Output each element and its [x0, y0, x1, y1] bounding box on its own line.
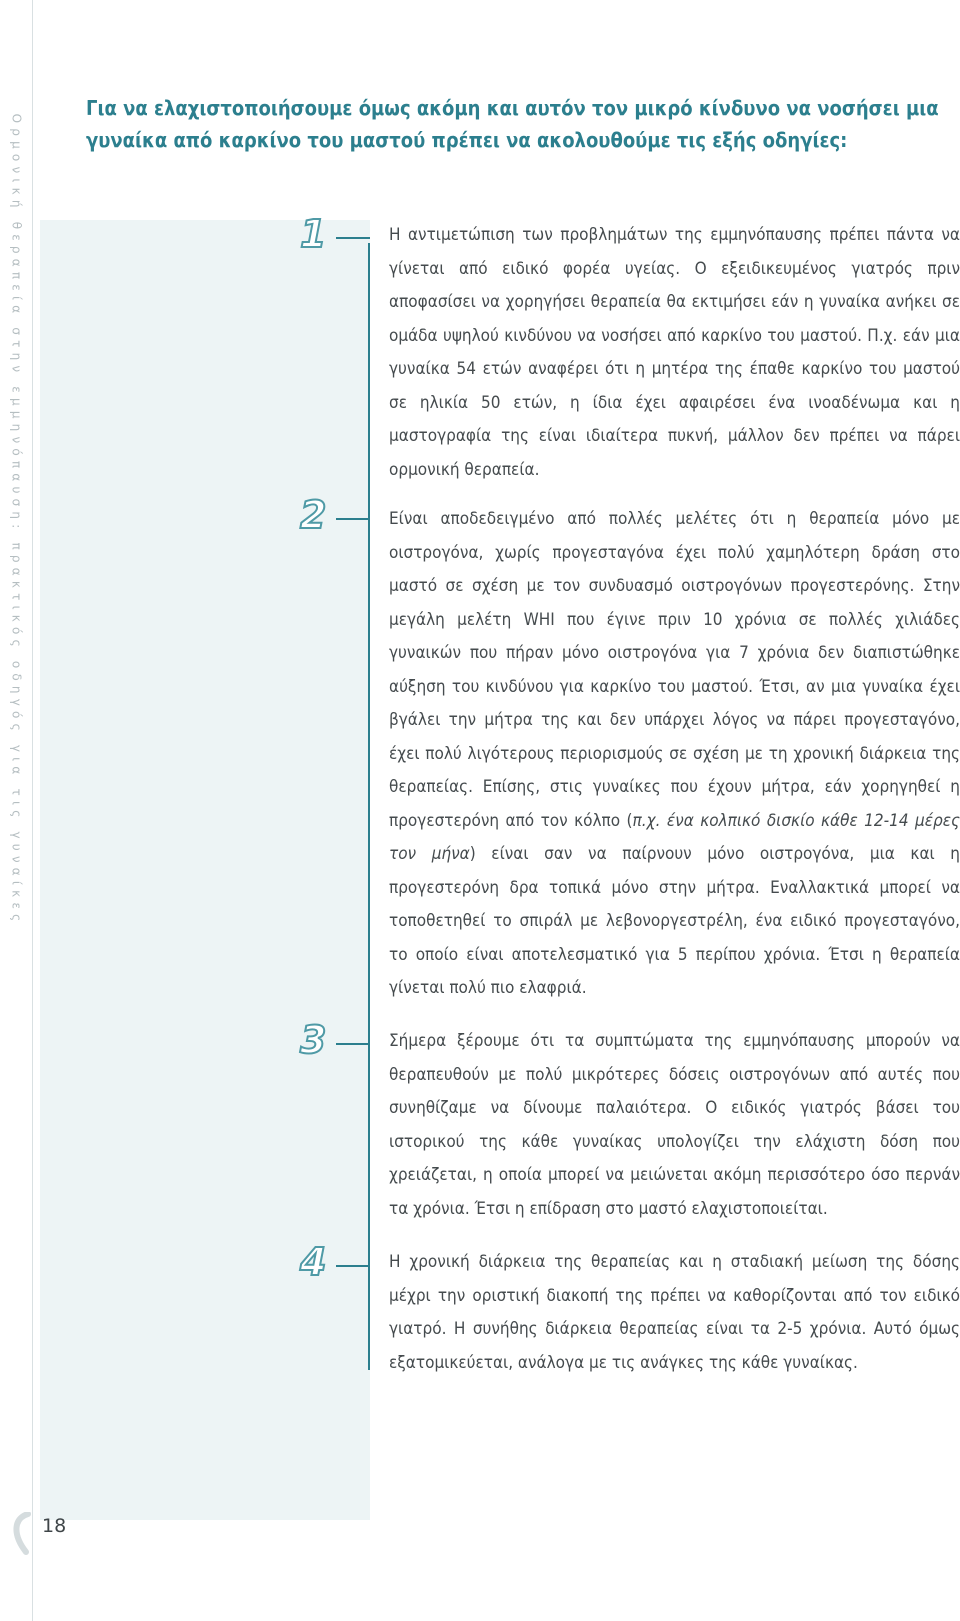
footer-ornament-icon	[6, 1512, 32, 1556]
step-number-3: 3	[300, 1018, 327, 1062]
step-text-2-italic: π.χ. ένα κολπικό δισκίο κάθε 12-14 μέρες τον μήνα	[389, 810, 960, 864]
step-text-1: Η αντιμετώπιση των προβλημάτων της εμμηνόπαυσης πρέπει πάντα να γίνεται από ειδικό φορέα υγείας. Ο εξειδικευμένος γιατρός πριν αποφασίσει να χορηγήσει θεραπεία θα εκτιμήσει εάν η γυναίκα ανήκει σε ομάδα υψηλού κινδύνου να νοσήσει από καρκίνο του μαστού. Π.χ. εάν μια γυναίκα 54 ετών αναφέρει ότι η μητέρα της έπαθε καρκίνο του μαστού σε ηλικία 50 ετών, η ίδια έχει αφαιρέσει ένα ινοαδένωμα και η μαστογραφία της είναι ιδιαίτερα πυκνή, μάλλον δεν πρέπει να πάρει ορμονική θεραπεία.	[389, 225, 960, 480]
step-tick-2	[336, 518, 370, 520]
step-text-3: Σήμερα ξέρουμε ότι τα συμπτώματα της εμμηνόπαυσης μπορούν να θεραπευθούν με πολύ μικρότερες δόσεις οιστρογόνων από αυτές που συνηθίζαμε να δίνουμε παλαιότερα. Ο ειδικός γιατρός βάσει του ιστορικού της κάθε γυναίκας υπολογίζει την ελάχιστη δόση που χρειάζεται, η οποία μπορεί να μειώνεται ακόμη περισσότερο όσο περνάν τα χρόνια. Έτσι η επίδραση στο μαστό ελαχιστοποιείται.	[389, 1031, 960, 1219]
step-number-1: 1	[300, 212, 327, 256]
step-text-2	[389, 503, 960, 1006]
step-tick-4	[336, 1265, 370, 1267]
step-tick-1	[336, 237, 370, 239]
margin-rule	[32, 0, 33, 1621]
intro-heading: Για να ελαχιστοποιήσουμε όμως ακόμη και αυτόν τον μικρό κίνδυνο να νοσήσει μια γυναίκα από καρκίνο του μαστού πρέπει να ακολουθούμε τις εξής οδηγίες:	[86, 96, 939, 152]
steps-line	[368, 243, 370, 1370]
step-number-4: 4	[300, 1240, 327, 1284]
step-text-2-part-2: ) είναι σαν να παίρνουν μόνο οιστρογόνα, μια και η προγεστερόνη δρα τοπικά μόνο στην μήτρα. Εναλλακτικά μπορεί να τοποθετηθεί το σπιράλ με λεβονοργεστρέλη, ένα ειδικό προγεσταγόνο, το οποίο είναι αποτελεσματικό για 5 περίπου χρόνια. Έτσι η θεραπεία γίνεται πολύ πιο ελαφριά.	[389, 844, 960, 998]
step-tick-3	[336, 1043, 370, 1045]
step-number-2: 2	[300, 493, 327, 537]
running-title	[0, 0, 32, 1040]
numbers-panel	[40, 220, 370, 1520]
page-number: 18	[42, 1515, 67, 1537]
step-text-4: Η χρονική διάρκεια της θεραπείας και η σταδιακή μείωση της δόσης μέχρι την οριστική διακοπή της πρέπει να καθορίζονται από τον ειδικό γιατρό. Η συνήθης διάρκεια θεραπείας είναι τα 2-5 χρόνια. Αυτό όμως εξατομικεύεται, ανάλογα με τις ανάγκες της κάθε γυναίκας.	[389, 1252, 960, 1373]
step-text-2-part-1: Είναι αποδεδειγμένο από πολλές μελέτες ότι η θεραπεία μόνο με οιστρογόνα, χωρίς προγεσταγόνα έχει πολύ χαμηλότερη δράση στο μαστό σε σχέση με τον συνδυασμό οιστρογόνων προγεστερόνης. Στην μεγάλη μελέτη WHI που έγινε πριν 10 χρόνια σε πολλές χιλιάδες γυναικών που πήραν μόνο οιστρογόνα για 7 χρόνια δεν διαπιστώθηκε αύξηση του κινδύνου για καρκίνο του μαστού. Έτσι, αν μια γυναίκα έχει βγάλει την μήτρα της και δεν υπάρχει λόγος να πάρει προγεσταγόνο, έχει πολύ λιγότερους περιορισμούς σε σχέση με τη χρονική διάρκεια της θεραπείας. Επίσης, στις γυναίκες που έχουν μήτρα, εάν χορηγηθεί η προγεστερόνη από τον κόλπο (	[389, 509, 960, 831]
running-title-text: Ορμονική θεραπεία στην εμμηνόπαυση: πρακτικός οδηγός για τις γυναίκες	[9, 113, 23, 927]
